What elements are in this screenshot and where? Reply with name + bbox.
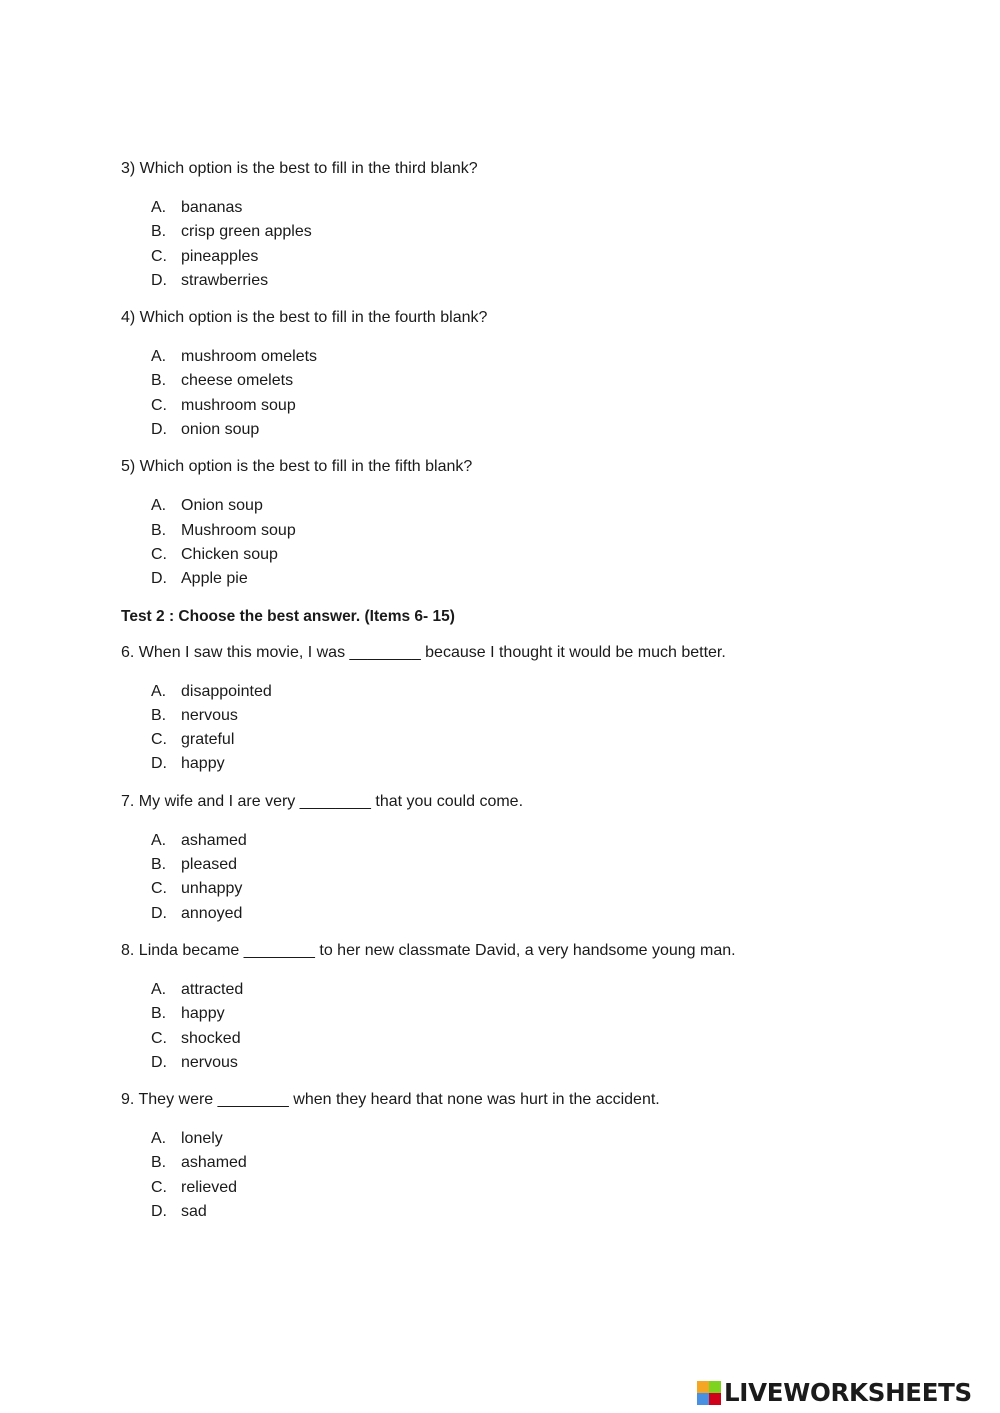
section-heading-test-2: Test 2 : Choose the best answer. (Items 6- 15) (121, 607, 455, 625)
option-letter: A. (151, 831, 167, 849)
option-text: strawberries (181, 271, 269, 289)
option-letter: A. (151, 348, 167, 366)
option-letter: D. (151, 755, 167, 773)
option-item[interactable] (121, 752, 881, 776)
option-list (121, 345, 881, 442)
option-letter: A. (151, 980, 167, 998)
question-7 (121, 791, 881, 926)
question-3 (121, 158, 881, 293)
question-prompt: 6. When I saw this movie, I was ________ because I thought it would be much better. (121, 643, 726, 661)
question-prompt: 4) Which option is the best to fill in the fourth blank? (121, 309, 488, 327)
option-letter: C. (151, 731, 167, 749)
option-item[interactable] (121, 494, 881, 518)
option-text: bananas (181, 199, 243, 216)
option-item[interactable] (121, 543, 881, 567)
option-item[interactable] (121, 269, 881, 293)
option-text: Chicken soup (181, 545, 278, 563)
option-letter: A. (151, 199, 167, 216)
option-text: Onion soup (181, 497, 263, 515)
option-item[interactable] (121, 345, 881, 369)
option-text: cheese omelets (181, 372, 294, 390)
option-item[interactable] (121, 877, 881, 901)
option-item[interactable] (121, 1027, 881, 1051)
option-letter: B. (151, 372, 167, 390)
worksheet-content (121, 158, 881, 1224)
option-list (121, 494, 881, 591)
option-text: Apple pie (181, 570, 248, 588)
option-text: mushroom omelets (181, 348, 318, 366)
option-item[interactable] (121, 196, 881, 220)
option-text: pineapples (181, 247, 259, 265)
option-text: unhappy (181, 880, 243, 898)
option-text: Mushroom soup (181, 521, 296, 539)
option-letter: B. (151, 1154, 167, 1172)
option-text: disappointed (181, 682, 272, 700)
option-text: happy (181, 755, 225, 773)
option-list (121, 196, 881, 293)
option-letter: A. (151, 682, 167, 700)
question-prompt: 5) Which option is the best to fill in the fifth blank? (121, 458, 473, 476)
liveworksheets-logo (697, 1378, 993, 1408)
question-9 (121, 1089, 881, 1224)
option-text: nervous (181, 706, 238, 724)
option-item[interactable] (121, 902, 881, 926)
question-8 (121, 940, 881, 1075)
option-item[interactable] (121, 220, 881, 244)
option-text: ashamed (181, 1154, 247, 1172)
option-item[interactable] (121, 245, 881, 269)
option-letter: D. (151, 271, 167, 289)
option-item[interactable] (121, 1051, 881, 1075)
liveworksheets-logo-mark-icon (697, 1381, 721, 1405)
option-letter: D. (151, 904, 167, 922)
option-text: lonely (181, 1130, 223, 1148)
logo-square (697, 1393, 709, 1405)
option-list (121, 829, 881, 926)
option-letter: C. (151, 545, 167, 563)
question-prompt: 8. Linda became ________ to her new classmate David, a very handsome young man. (121, 941, 736, 959)
logo-square (709, 1381, 721, 1393)
option-text: sad (181, 1203, 207, 1221)
option-item[interactable] (121, 567, 881, 591)
question-6 (121, 642, 881, 777)
option-text: relieved (181, 1178, 238, 1196)
question-5 (121, 456, 881, 591)
question-4 (121, 307, 881, 442)
option-item[interactable] (121, 394, 881, 418)
option-letter: C. (151, 1029, 167, 1047)
option-text: crisp green apples (181, 223, 312, 241)
option-item[interactable] (121, 369, 881, 393)
option-letter: C. (151, 880, 167, 898)
option-letter: B. (151, 223, 167, 241)
option-item[interactable] (121, 1176, 881, 1200)
logo-square (697, 1381, 709, 1393)
option-text: grateful (181, 731, 235, 749)
option-item[interactable] (121, 1200, 881, 1224)
option-item[interactable] (121, 728, 881, 752)
logo-square (709, 1393, 721, 1405)
option-letter: D. (151, 1053, 167, 1071)
option-item[interactable] (121, 418, 881, 442)
option-letter: A. (151, 497, 167, 515)
option-text: pleased (181, 856, 238, 874)
option-text: annoyed (181, 904, 243, 922)
option-list (121, 978, 881, 1075)
option-letter: D. (151, 1203, 167, 1221)
option-letter: B. (151, 1005, 167, 1023)
option-letter: B. (151, 521, 167, 539)
option-letter: C. (151, 247, 167, 265)
option-item[interactable] (121, 829, 881, 853)
option-letter: D. (151, 570, 167, 588)
option-letter: B. (151, 856, 167, 874)
question-prompt: 3) Which option is the best to fill in the third blank? (121, 160, 478, 177)
option-letter: B. (151, 706, 167, 724)
option-item[interactable] (121, 853, 881, 877)
option-item[interactable] (121, 1151, 881, 1175)
question-prompt: 7. My wife and I are very ________ that you could come. (121, 792, 524, 810)
option-text: onion soup (181, 421, 260, 439)
option-text: happy (181, 1005, 225, 1023)
option-letter: C. (151, 396, 167, 414)
option-text: shocked (181, 1029, 241, 1047)
option-text: mushroom soup (181, 396, 296, 414)
option-item[interactable] (121, 1002, 881, 1026)
option-item[interactable] (121, 1127, 881, 1151)
option-text: ashamed (181, 831, 247, 849)
option-item[interactable] (121, 680, 881, 704)
option-text: attracted (181, 980, 244, 998)
question-prompt: 9. They were ________ when they heard that none was hurt in the accident. (121, 1091, 660, 1109)
option-item[interactable] (121, 978, 881, 1002)
option-text: nervous (181, 1053, 238, 1071)
option-letter: D. (151, 421, 167, 439)
logo-text: LIVEWORKSHEETS (724, 1378, 972, 1407)
option-list (121, 1127, 881, 1224)
option-letter: A. (151, 1130, 167, 1148)
option-list (121, 680, 881, 777)
option-letter: C. (151, 1178, 167, 1196)
option-item[interactable] (121, 519, 881, 543)
option-item[interactable] (121, 704, 881, 728)
